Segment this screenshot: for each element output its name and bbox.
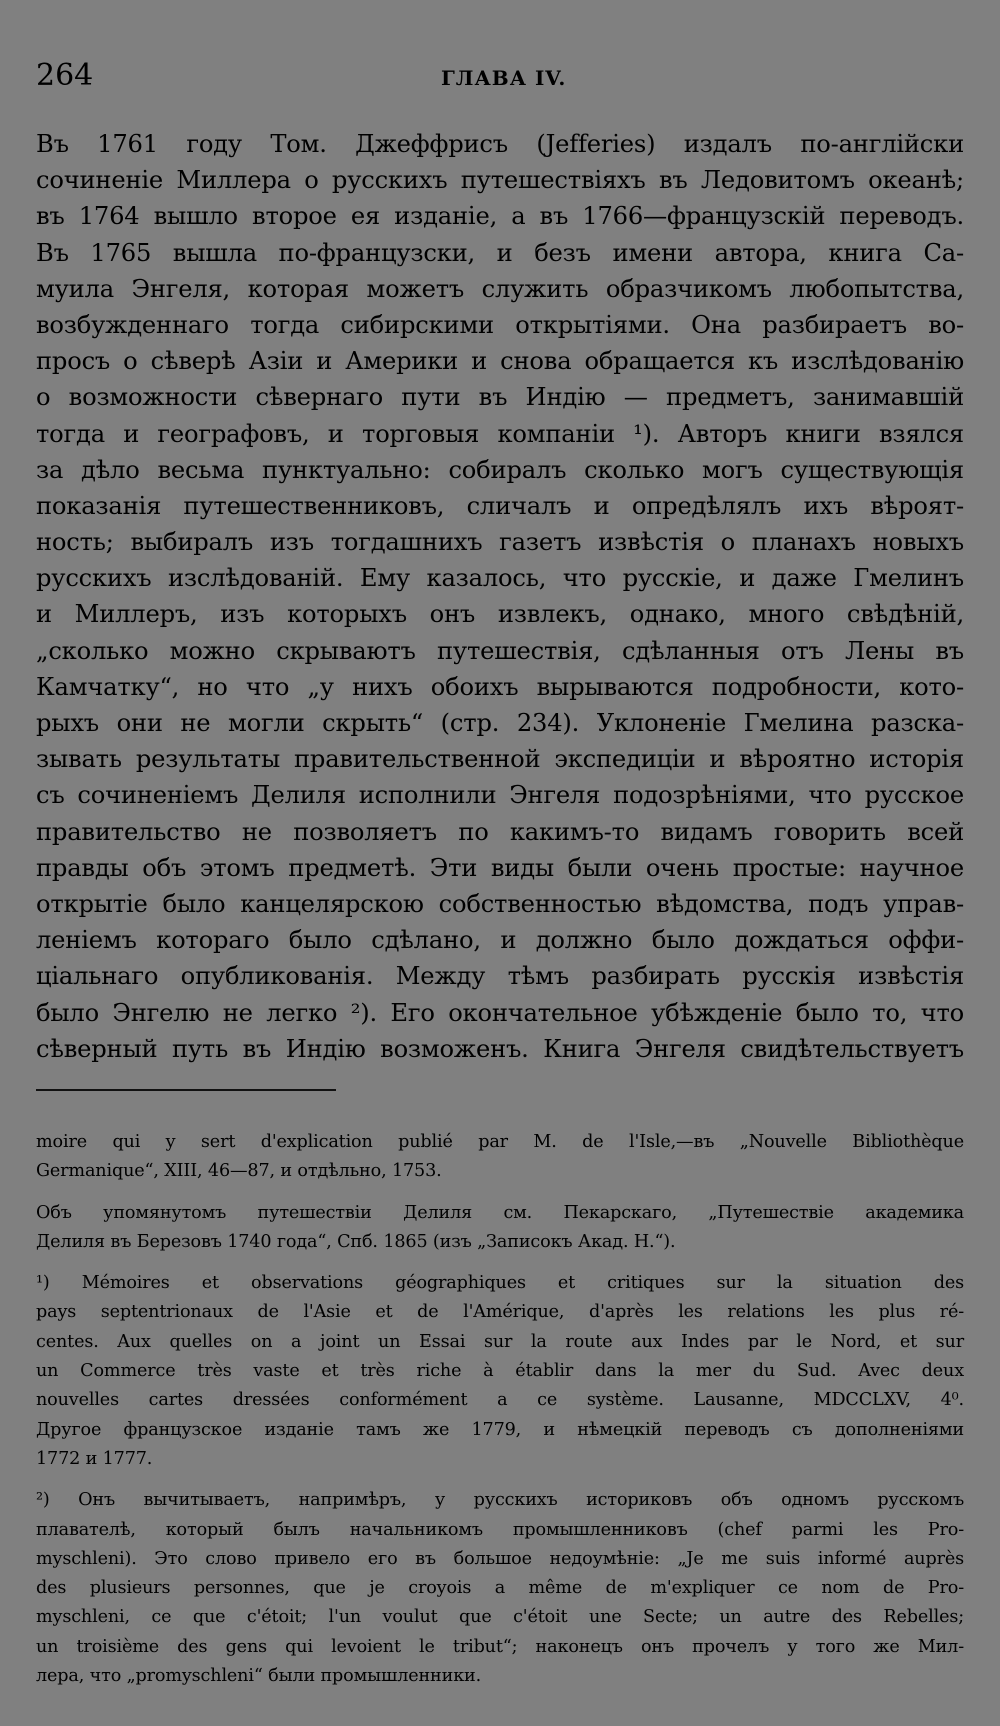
footnote-gap xyxy=(36,1187,964,1199)
footnote-gap xyxy=(36,1474,964,1486)
text-line: сѣверный путь въ Индію возможенъ. Книга Энгеля свидѣтельствуетъ xyxy=(36,1034,964,1063)
text-line: показанія путешественниковъ, сличалъ и опредѣлялъ ихъ вѣроят- xyxy=(36,491,964,520)
footnote-line: 1772 и 1777. xyxy=(36,1448,153,1469)
footnote-line: Germanique“, XIII, 46—87, и отдѣльно, 1753. xyxy=(36,1161,442,1182)
text-line: Въ 1765 вышла по-французски, и безъ имени автора, книга Са- xyxy=(36,238,964,267)
footnote-line: myschleni, ce que c'étoit; l'un voulut que c'étoit une Secte; un autre des Rebelles; xyxy=(36,1607,964,1628)
main-text xyxy=(36,126,964,1067)
footnote-line: un troisième des gens qui levoient le tribut“; наконецъ онъ прочелъ у того же Мил- xyxy=(36,1636,964,1657)
page-header xyxy=(36,58,964,98)
footnote-line: плавателѣ, который былъ начальникомъ промышленниковъ (chef parmi les Pro- xyxy=(36,1519,964,1540)
footnote-line: myschleni). Это слово привело его въ большое недоумѣніе: „Je me suis informé auprès xyxy=(36,1548,964,1569)
page-number: 264 xyxy=(36,58,94,93)
text-line: возбужденнаго тогда сибирскими открытіями. Она разбираетъ во- xyxy=(36,310,964,339)
text-line: Камчатку“, но что „у нихъ обоихъ вырываются подробности, кото- xyxy=(36,672,964,701)
text-line: „сколько можно скрываютъ путешествія, сдѣланныя отъ Лены въ xyxy=(36,636,964,665)
text-line: сочиненіе Миллера о русскихъ путешествіяхъ въ Ледовитомъ океанѣ; xyxy=(36,166,964,195)
text-line: зывать результаты правительственной экспедиціи и вѣроятно исторія xyxy=(36,745,964,774)
footnote-line: Делиля въ Березовъ 1740 года“, Спб. 1865 (изъ „Записокъ Акад. Н.“). xyxy=(36,1231,676,1252)
footnote-separator xyxy=(36,1089,336,1091)
footnote-block xyxy=(36,1199,964,1258)
text-line: русскихъ изслѣдованій. Ему казалось, что русскіе, и даже Гмелинъ xyxy=(36,564,964,593)
footnote-line: nouvelles cartes dressées conformément a ce système. Lausanne, MDCCLXV, 4⁰. xyxy=(36,1390,964,1411)
footnote-line: Объ упомянутомъ путешествіи Делиля см. Пекарскаго, „Путешествіе академика xyxy=(36,1202,964,1223)
text-line: было Энгелю не легко ²). Его окончательное убѣжденіе было то, что xyxy=(36,998,964,1027)
footnote-line: ¹) Mémoires et observations géographiques et critiques sur la situation des xyxy=(36,1273,964,1294)
footnote-block xyxy=(36,1269,964,1474)
footnote-line: des plusieurs personnes, que je croyois a même de m'expliquer ce nom de Pro- xyxy=(36,1578,964,1599)
text-line: просъ о сѣверѣ Азіи и Америки и снова обращается къ изслѣдованію xyxy=(36,347,964,376)
footnote-line: moire qui y sert d'explication publié par M. de l'Isle,—въ „Nouvelle Bibliothèque xyxy=(36,1132,964,1152)
text-line: леніемъ котораго было сдѣлано, и должно было дождаться оффи- xyxy=(36,926,964,955)
text-line: рыхъ они не могли скрыть“ (стр. 234). Уклоненіе Гмелина разска- xyxy=(36,709,964,737)
text-line: Въ 1761 году Том. Джеффрисъ (Jefferies) издалъ по-англійски xyxy=(36,130,964,158)
text-line: за дѣло весьма пунктуально: собиралъ сколько могъ существующія xyxy=(36,455,964,484)
text-line: съ сочиненіемъ Делиля исполнили Энгеля подозрѣніями, что русское xyxy=(36,781,964,810)
text-line: о возможности сѣвернаго пути въ Индію — предметъ, занимавшій xyxy=(36,383,964,412)
footnote-block xyxy=(36,1486,964,1691)
text-line: въ 1764 вышло второе ея изданіе, а въ 1766—французскій переводъ. xyxy=(36,202,964,231)
text-line: открытіе было канцелярскою собственностью вѣдомства, подъ управ- xyxy=(36,889,964,918)
footnote-line: Другое французское изданіе тамъ же 1779, и нѣмецкій переводъ съ дополненіями xyxy=(36,1419,964,1440)
footnote-gap xyxy=(36,1257,964,1269)
text-line: ціальнаго опубликованія. Между тѣмъ разбирать русскія извѣстія xyxy=(36,962,964,991)
text-line: ность; выбиралъ изъ тогдашнихъ газетъ извѣстія о планахъ новыхъ xyxy=(36,528,964,557)
footnote-line: pays septentrionaux de l'Asie et de l'Amérique, d'après les relations les plus ré- xyxy=(36,1302,964,1323)
text-line: правительство не позволяетъ по какимъ-то видамъ говорить всей xyxy=(36,817,964,846)
text-line: тогда и географовъ, и торговыя компаніи ¹). Авторъ книги взялся xyxy=(36,419,964,448)
text-line: и Миллеръ, изъ которыхъ онъ извлекъ, однако, много свѣдѣній, xyxy=(36,600,964,629)
footnote-line: ²) Онъ вычитываетъ, напримѣръ, у русскихъ историковъ объ одномъ русскомъ xyxy=(36,1490,964,1511)
footnotes xyxy=(36,1128,964,1691)
footnote-line: centes. Aux quelles on a joint un Essai sur la route aux Indes par le Nord, et sur xyxy=(36,1331,964,1352)
footnote-line: un Commerce très vaste et très riche à établir dans la mer du Sud. Avec deux xyxy=(36,1361,964,1382)
text-line: муила Энгеля, которая можетъ служить образчикомъ любопытства, xyxy=(36,274,964,303)
footnote-line: лера, что „promyschleni“ были промышленники. xyxy=(36,1666,482,1687)
footnote-block xyxy=(36,1128,964,1187)
text-line: правды объ этомъ предметѣ. Эти виды были очень простые: научное xyxy=(36,853,964,882)
running-head: ГЛАВА IV. xyxy=(441,66,567,90)
